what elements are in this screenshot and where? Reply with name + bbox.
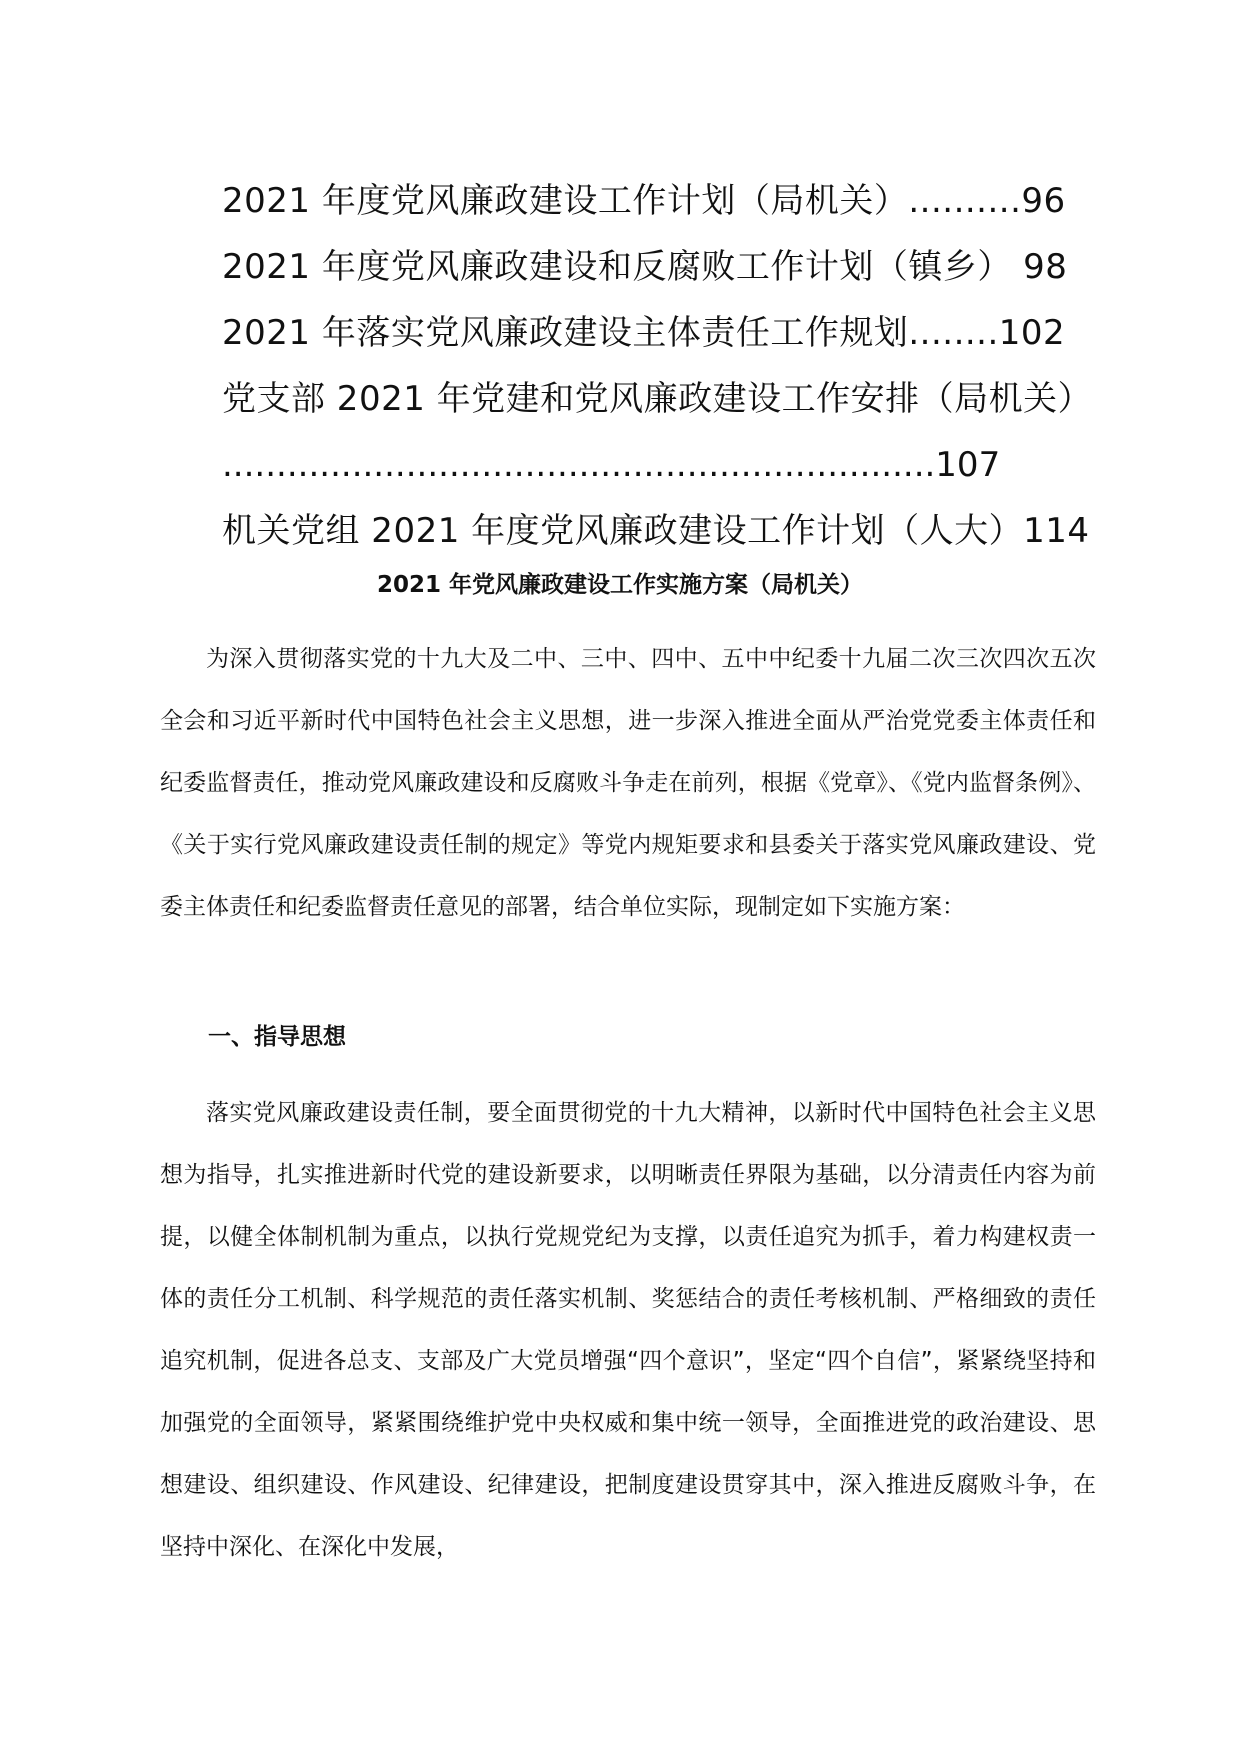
- toc-entry[interactable]: 2021 年度党风廉政建设和反腐败工作计划（镇乡） 98: [222, 247, 1068, 287]
- toc-entry-continuation[interactable]: ..................................................................107: [222, 445, 1001, 485]
- intro-section: [160, 628, 1096, 938]
- document-title: 2021 年党风廉政建设工作实施方案（局机关）: [376, 572, 864, 598]
- intro-paragraph: 为深入贯彻落实党的十九大及二中、三中、四中、五中中纪委十九届二次三次四次五次全会和习近平新时代中国特色社会主义思想，进一步深入推进全面从严治党党委主体责任和纪委监督责任，推动党风廉政建设和反腐败斗争走在前列，根据《党章》、《党内监督条例》、《关于实行党风廉政建设责任制的规定》等党内规矩要求和县委关于落实党风廉政建设、党委主体责任和纪委监督责任意见的部署，结合单位实际，现制定如下实施方案：: [160, 646, 1096, 920]
- toc-entry[interactable]: 机关党组 2021 年度党风廉政建设工作计划（人大）114: [222, 511, 1090, 551]
- table-of-contents: [222, 168, 1122, 564]
- section-paragraph: 落实党风廉政建设责任制，要全面贯彻党的十九大精神，以新时代中国特色社会主义思想为指导，扎实推进新时代党的建设新要求，以明晰责任界限为基础，以分清责任内容为前提，以健全体制机制为重点，以执行党规党纪为支撑，以责任追究为抓手，着力构建权责一体的责任分工机制、科学规范的责任落实机制、奖惩结合的责任考核机制、严格细致的责任追究机制，促进各总支、支部及广大党员增强“四个意识”，坚定“四个自信”，紧紧绕坚持和加强党的全面领导，紧紧围绕维护党中央权威和集中统一领导，全面推进党的政治建设、思想建设、组织建设、作风建设、纪律建设，把制度建设贯穿其中，深入推进反腐败斗争，在坚持中深化、在深化中发展，: [160, 1100, 1096, 1560]
- toc-entry[interactable]: 2021 年度党风廉政建设工作计划（局机关）..........96: [222, 181, 1066, 221]
- guiding-principles-section: [160, 1082, 1096, 1578]
- toc-entry[interactable]: 党支部 2021 年党建和党风廉政建设工作安排（局机关）: [222, 379, 1093, 419]
- toc-entry[interactable]: 2021 年落实党风廉政建设主体责任工作规划........102: [222, 313, 1066, 353]
- section-heading: 一、指导思想: [208, 1024, 346, 1050]
